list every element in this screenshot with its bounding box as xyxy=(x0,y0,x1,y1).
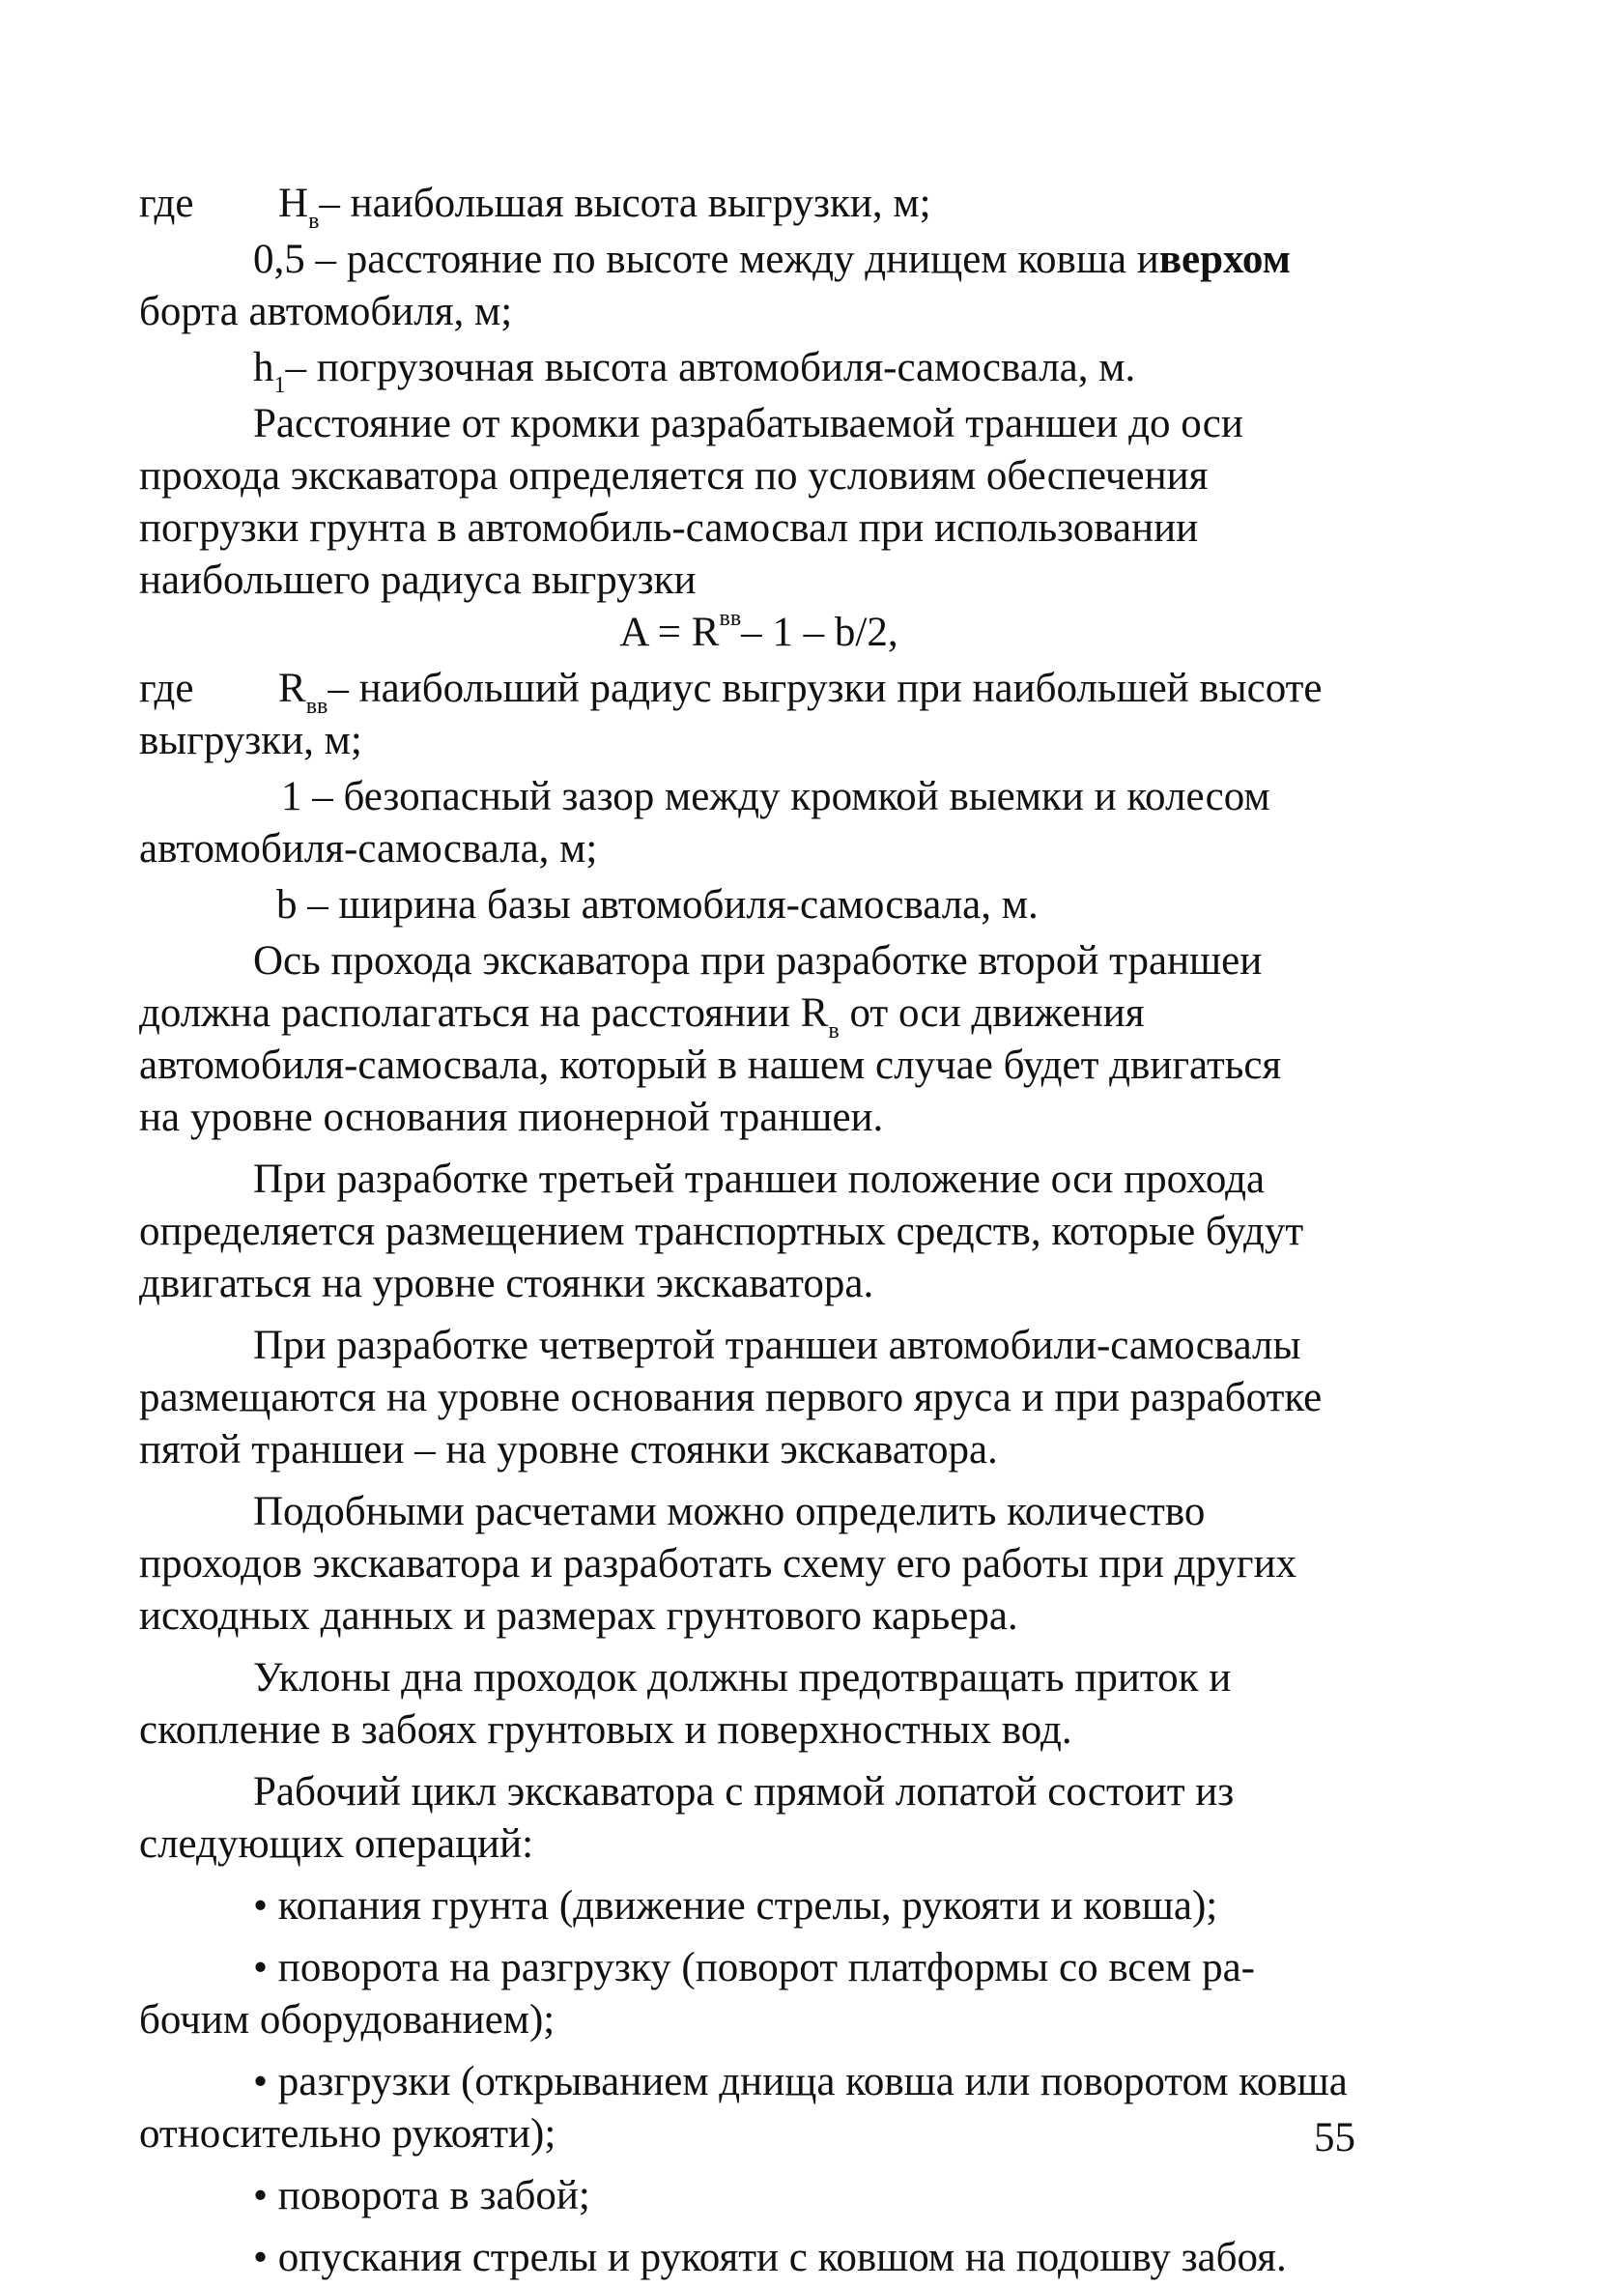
list-item: • поворота в забой; xyxy=(253,2173,590,2218)
text-line: Расстояние от кромки разрабатываемой траншеи до оси xyxy=(253,401,1243,446)
text-line: пятой траншеи – на уровне стоянки экскаватора. xyxy=(139,1427,998,1473)
text-line xyxy=(139,342,1379,398)
text-line: проходов экскаватора и разработать схему его работы при других xyxy=(139,1541,1297,1587)
text-line: автомобиля-самосвала, который в нашем случае будет двигаться xyxy=(139,1043,1282,1088)
symbol: $h_1$ xyxy=(253,345,286,398)
page-number: 55 xyxy=(1314,2115,1355,2160)
definition-text: – наибольшая высота выгрузки, м; xyxy=(319,181,931,226)
text-line: следующих операций: xyxy=(139,1821,534,1867)
where-label: где xyxy=(139,666,194,711)
text-line xyxy=(139,234,1379,286)
list-item-continuation: относительно рукояти); xyxy=(139,2111,556,2157)
definition-text: – погрузочная высота автомобиля-самосвала, м. xyxy=(285,345,1136,390)
definition-text: 0,5 – расстояние по высоте между днищем ковша и xyxy=(253,237,1159,282)
symbol: $R_{вв}$ xyxy=(278,666,328,719)
text-line: двигаться на уровне стоянки экскаватора. xyxy=(139,1261,874,1306)
text-line: Рабочий цикл экскаватора с прямой лопатой состоит из xyxy=(253,1769,1235,1815)
text-line: должна располагаться на расстоянии $R_в$ от оси движения xyxy=(139,990,1145,1044)
bold-word: верхом xyxy=(1158,237,1291,282)
text-line: прохода экскаватора определяется по условиям обеспечения xyxy=(139,453,1209,499)
where-label: где xyxy=(139,181,194,226)
text-line: 1 – безопасный зазор между кромкой выемки и колесом xyxy=(281,774,1270,819)
text-line xyxy=(139,663,1379,719)
list-item: • копания грунта (движение стрелы, рукояти и ковша); xyxy=(253,1883,1218,1929)
list-item-continuation: бочим оборудованием); xyxy=(139,1997,556,2043)
text-line xyxy=(139,178,1379,234)
text-line: наибольшего радиуса выгрузки xyxy=(139,558,697,603)
text-line: исходных данных и размерах грунтового карьера. xyxy=(139,1593,1018,1639)
formula: A = R вв – 1 – b/2, xyxy=(619,606,898,655)
definition-text: борта автомобиля, м; xyxy=(139,289,513,334)
text-line: на уровне основания пионерной траншеи. xyxy=(139,1095,884,1140)
list-item: • опускания стрелы и рукояти с ковшом на подошву забоя. xyxy=(253,2235,1287,2280)
text-line: размещаются на уровне основания первого яруса и при разработке xyxy=(139,1375,1323,1420)
text-line: Ось прохода экскаватора при разработке второй траншеи xyxy=(253,938,1263,984)
text-line: выгрузки, м; xyxy=(139,718,362,763)
text-line: При разработке третьей траншеи положение оси прохода xyxy=(253,1157,1266,1202)
definition-text: – наибольший радиус выгрузки при наибольшей высоте xyxy=(328,666,1323,711)
text-line: Уклоны дна проходок должны предотвращать приток и xyxy=(253,1655,1232,1701)
text-line: b – ширина базы автомобиля-самосвала, м. xyxy=(276,882,1039,928)
list-item: • поворота на разгрузку (поворот платформы со всем ра- xyxy=(253,1945,1255,1990)
text-line: определяется размещением транспортных средств, которые будут xyxy=(139,1209,1304,1254)
symbol: $Н_в$ xyxy=(278,181,320,234)
page-body xyxy=(139,178,1379,2284)
text-line: погрузки грунта в автомобиль-самосвал при использовании xyxy=(139,505,1199,551)
list-item: • разгрузки (открыванием днища ковша или поворотом ковша xyxy=(253,2059,1348,2104)
text-line: Подобными расчетами можно определить количество xyxy=(253,1489,1206,1534)
text-line: автомобиля-самосвала, м; xyxy=(139,826,598,872)
text-line: При разработке четвертой траншеи автомобили-самосвалы xyxy=(253,1323,1301,1368)
text-line xyxy=(139,286,1379,338)
text-line: скопление в забоях грунтовых и поверхностных вод. xyxy=(139,1707,1072,1753)
